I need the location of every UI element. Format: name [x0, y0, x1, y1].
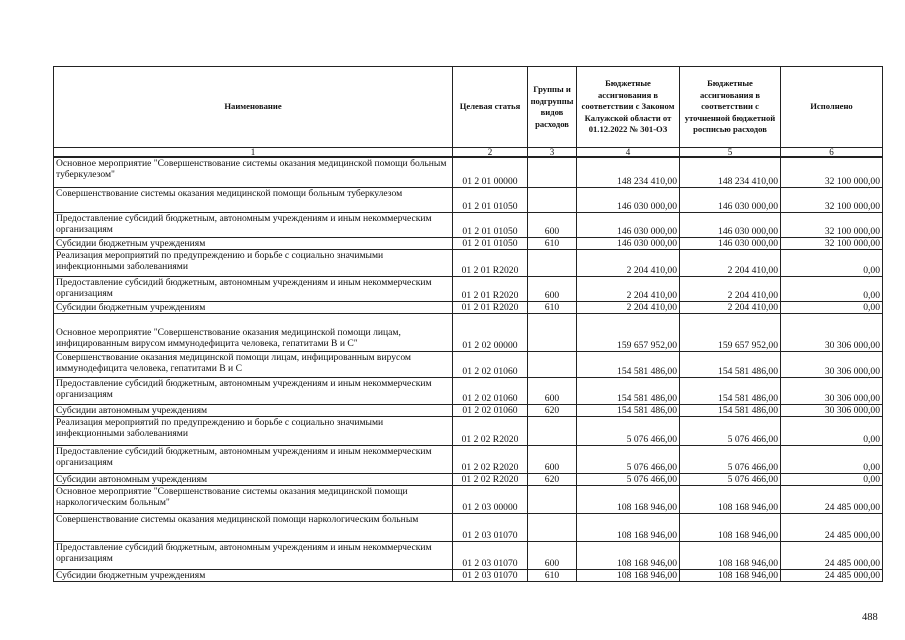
row-law-amount: 148 234 410,00: [577, 157, 680, 187]
row-name: Предоставление субсидий бюджетным, автономным учреждениям и иным некоммерческим организациям: [54, 377, 453, 404]
row-refined-amount: 2 204 410,00: [680, 301, 781, 313]
row-name: Реализация мероприятий по предупреждению и борьбе с социально значимыми инфекционными заболеваниями: [54, 249, 453, 276]
row-executed-amount: 0,00: [781, 416, 883, 445]
budget-table-sheet: [53, 66, 883, 582]
header-groups: Группы и подгруппы видов расходов: [528, 67, 577, 148]
row-refined-amount: 5 076 466,00: [680, 445, 781, 473]
row-target-code: 01 2 02 R2020: [453, 473, 528, 485]
row-name: Предоставление субсидий бюджетным, автономным учреждениям и иным некоммерческим организациям: [54, 276, 453, 301]
row-expense-group: [528, 485, 577, 513]
row-executed-amount: 32 100 000,00: [781, 157, 883, 187]
row-law-amount: 5 076 466,00: [577, 473, 680, 485]
row-law-amount: 2 204 410,00: [577, 276, 680, 301]
row-name: Субсидии бюджетным учреждениям: [54, 301, 453, 313]
row-refined-amount: 146 030 000,00: [680, 212, 781, 237]
budget-table: [53, 66, 883, 582]
header-target: Целевая статья: [453, 67, 528, 148]
row-target-code: 01 2 03 01070: [453, 569, 528, 581]
row-name: Субсидии бюджетным учреждениям: [54, 237, 453, 249]
row-refined-amount: 5 076 466,00: [680, 473, 781, 485]
row-law-amount: 154 581 486,00: [577, 404, 680, 416]
table-row: [54, 404, 883, 416]
row-expense-group: 600: [528, 541, 577, 569]
row-refined-amount: 154 581 486,00: [680, 404, 781, 416]
header-law: Бюджетные ассигнования в соответствии с Законом Калужской области от 01.12.2022 № 301-ОЗ: [577, 67, 680, 148]
row-executed-amount: 32 100 000,00: [781, 212, 883, 237]
table-row: [54, 513, 883, 541]
row-name: Предоставление субсидий бюджетным, автономным учреждениям и иным некоммерческим организациям: [54, 541, 453, 569]
row-expense-group: [528, 249, 577, 276]
row-target-code: 01 2 01 00000: [453, 157, 528, 187]
row-executed-amount: 30 306 000,00: [781, 404, 883, 416]
table-row: [54, 473, 883, 485]
row-law-amount: 108 168 946,00: [577, 485, 680, 513]
row-refined-amount: 108 168 946,00: [680, 485, 781, 513]
row-expense-group: 610: [528, 237, 577, 249]
row-refined-amount: 2 204 410,00: [680, 249, 781, 276]
row-name: Совершенствование системы оказания медицинской помощи больным туберкулезом: [54, 187, 453, 212]
row-executed-amount: 24 485 000,00: [781, 541, 883, 569]
col-number: 4: [577, 148, 680, 158]
table-row: [54, 187, 883, 212]
row-target-code: 01 2 01 R2020: [453, 249, 528, 276]
row-executed-amount: 0,00: [781, 249, 883, 276]
row-target-code: 01 2 02 01060: [453, 377, 528, 404]
row-law-amount: 5 076 466,00: [577, 416, 680, 445]
table-row: [54, 237, 883, 249]
row-target-code: 01 2 01 01050: [453, 237, 528, 249]
table-row: [54, 569, 883, 581]
row-name: Основное мероприятие "Совершенствование системы оказания медицинской помощи больным туберкулезом": [54, 157, 453, 187]
row-expense-group: 620: [528, 404, 577, 416]
row-expense-group: 600: [528, 445, 577, 473]
row-target-code: 01 2 01 R2020: [453, 301, 528, 313]
row-refined-amount: 154 581 486,00: [680, 377, 781, 404]
table-row: [54, 313, 883, 351]
col-number: 6: [781, 148, 883, 158]
row-name: Основное мероприятие "Совершенствование системы оказания медицинской помощи наркологическим больным": [54, 485, 453, 513]
row-target-code: 01 2 02 R2020: [453, 445, 528, 473]
row-executed-amount: 24 485 000,00: [781, 485, 883, 513]
row-law-amount: 159 657 952,00: [577, 313, 680, 351]
row-executed-amount: 30 306 000,00: [781, 377, 883, 404]
row-law-amount: 2 204 410,00: [577, 301, 680, 313]
row-target-code: 01 2 01 01050: [453, 187, 528, 212]
row-name: Основное мероприятие "Совершенствование оказания медицинской помощи лицам, инфицированным вирусом иммунодефицита человека, гепатитами B и C": [54, 313, 453, 351]
table-row: [54, 301, 883, 313]
row-executed-amount: 30 306 000,00: [781, 313, 883, 351]
row-executed-amount: 30 306 000,00: [781, 351, 883, 377]
table-row: [54, 157, 883, 187]
row-law-amount: 154 581 486,00: [577, 377, 680, 404]
row-name: Совершенствование системы оказания медицинской помощи наркологическим больным: [54, 513, 453, 541]
row-name: Субсидии бюджетным учреждениям: [54, 569, 453, 581]
row-target-code: 01 2 02 01060: [453, 404, 528, 416]
row-expense-group: [528, 313, 577, 351]
row-refined-amount: 108 168 946,00: [680, 569, 781, 581]
row-refined-amount: 108 168 946,00: [680, 541, 781, 569]
row-target-code: 01 2 02 00000: [453, 313, 528, 351]
row-law-amount: 108 168 946,00: [577, 569, 680, 581]
row-law-amount: 108 168 946,00: [577, 541, 680, 569]
row-law-amount: 5 076 466,00: [577, 445, 680, 473]
col-number: 2: [453, 148, 528, 158]
row-refined-amount: 2 204 410,00: [680, 276, 781, 301]
row-target-code: 01 2 01 R2020: [453, 276, 528, 301]
row-executed-amount: 0,00: [781, 473, 883, 485]
row-executed-amount: 32 100 000,00: [781, 237, 883, 249]
table-row: [54, 416, 883, 445]
row-refined-amount: 108 168 946,00: [680, 513, 781, 541]
table-body: [54, 157, 883, 581]
header-done: Исполнено: [781, 67, 883, 148]
row-expense-group: [528, 513, 577, 541]
row-law-amount: 154 581 486,00: [577, 351, 680, 377]
table-row: [54, 485, 883, 513]
row-expense-group: 600: [528, 276, 577, 301]
row-executed-amount: 0,00: [781, 301, 883, 313]
row-expense-group: 600: [528, 212, 577, 237]
row-expense-group: [528, 351, 577, 377]
table-row: [54, 249, 883, 276]
row-expense-group: [528, 187, 577, 212]
row-name: Субсидии автономным учреждениям: [54, 473, 453, 485]
page-number: 488: [862, 612, 878, 623]
row-refined-amount: 159 657 952,00: [680, 313, 781, 351]
row-expense-group: 620: [528, 473, 577, 485]
row-name: Предоставление субсидий бюджетным, автономным учреждениям и иным некоммерческим организациям: [54, 445, 453, 473]
row-target-code: 01 2 02 R2020: [453, 416, 528, 445]
header-refined: Бюджетные ассигнования в соответствии с уточненной бюджетной росписью расходов: [680, 67, 781, 148]
table-row: [54, 212, 883, 237]
table-row: [54, 377, 883, 404]
row-target-code: 01 2 01 01050: [453, 212, 528, 237]
row-target-code: 01 2 03 00000: [453, 485, 528, 513]
column-number-row: [54, 148, 883, 158]
row-refined-amount: 146 030 000,00: [680, 187, 781, 212]
row-expense-group: [528, 416, 577, 445]
header-name: Наименование: [54, 67, 453, 148]
row-executed-amount: 24 485 000,00: [781, 569, 883, 581]
table-row: [54, 541, 883, 569]
row-executed-amount: 0,00: [781, 445, 883, 473]
row-refined-amount: 148 234 410,00: [680, 157, 781, 187]
col-number: 5: [680, 148, 781, 158]
col-number: 3: [528, 148, 577, 158]
row-law-amount: 2 204 410,00: [577, 249, 680, 276]
row-expense-group: 610: [528, 301, 577, 313]
col-number: 1: [54, 148, 453, 158]
row-expense-group: 600: [528, 377, 577, 404]
row-law-amount: 108 168 946,00: [577, 513, 680, 541]
row-refined-amount: 154 581 486,00: [680, 351, 781, 377]
row-refined-amount: 146 030 000,00: [680, 237, 781, 249]
row-target-code: 01 2 02 01060: [453, 351, 528, 377]
row-expense-group: [528, 157, 577, 187]
table-row: [54, 445, 883, 473]
row-expense-group: 610: [528, 569, 577, 581]
row-executed-amount: 24 485 000,00: [781, 513, 883, 541]
row-target-code: 01 2 03 01070: [453, 541, 528, 569]
row-name: Субсидии автономным учреждениям: [54, 404, 453, 416]
row-executed-amount: 32 100 000,00: [781, 187, 883, 212]
table-header-row: [54, 67, 883, 148]
row-target-code: 01 2 03 01070: [453, 513, 528, 541]
row-name: Предоставление субсидий бюджетным, автономным учреждениям и иным некоммерческим организациям: [54, 212, 453, 237]
row-law-amount: 146 030 000,00: [577, 237, 680, 249]
table-row: [54, 351, 883, 377]
row-law-amount: 146 030 000,00: [577, 212, 680, 237]
row-refined-amount: 5 076 466,00: [680, 416, 781, 445]
table-row: [54, 276, 883, 301]
row-name: Совершенствование оказания медицинской помощи лицам, инфицированным вирусом иммунодефицита человека, гепатитами B и C: [54, 351, 453, 377]
row-law-amount: 146 030 000,00: [577, 187, 680, 212]
row-executed-amount: 0,00: [781, 276, 883, 301]
row-name: Реализация мероприятий по предупреждению и борьбе с социально значимыми инфекционными заболеваниями: [54, 416, 453, 445]
